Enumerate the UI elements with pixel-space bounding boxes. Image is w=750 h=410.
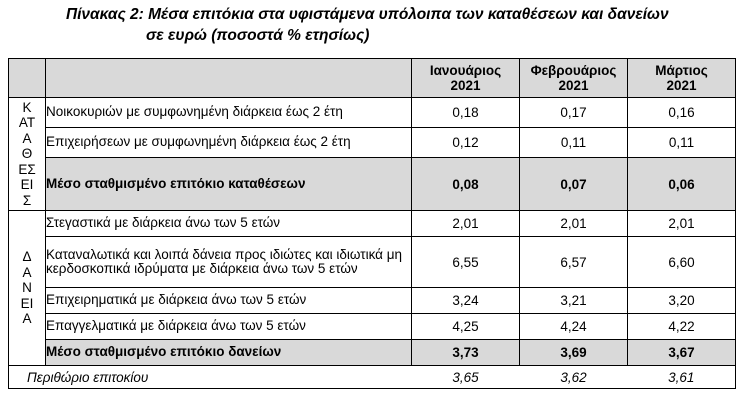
loans-side-label: Δ Α Ν ΕΙ Α xyxy=(9,211,46,366)
header-blank-side xyxy=(9,59,46,98)
table-row xyxy=(9,128,736,158)
row-label: Στεγαστικά με διάρκεια άνω των 5 ετών xyxy=(46,211,412,237)
interest-rates-table xyxy=(8,58,736,389)
caption-line-1: Πίνακας 2: Μέσα επιτόκια στα υφιστάμενα υπόλοιπα των καταθέσεων και δανείων xyxy=(66,6,669,23)
cell-value: 2,01 xyxy=(628,211,736,237)
cell-value: 2,01 xyxy=(520,211,628,237)
deposits-average-row xyxy=(9,158,736,211)
cell-value: 4,24 xyxy=(520,314,628,340)
deposits-side-label: Κ ΑΤ Α Θ ΕΣ ΕΙ Σ xyxy=(9,98,46,211)
table-row xyxy=(9,288,736,314)
row-label: Επιχειρήσεων με συμφωνημένη διάρκεια έως 2 έτη xyxy=(46,128,412,158)
table-row xyxy=(9,98,736,128)
table-row xyxy=(9,314,736,340)
cell-value: 0,18 xyxy=(412,98,520,128)
header-march: Μάρτιος 2021 xyxy=(628,59,736,98)
cell-value: 3,21 xyxy=(520,288,628,314)
cell-value: 0,06 xyxy=(628,158,736,211)
table-row xyxy=(9,237,736,288)
cell-value: 0,17 xyxy=(520,98,628,128)
caption-line-2: σε ευρώ (ποσοστά % ετησίως) xyxy=(146,27,370,44)
cell-value: 4,22 xyxy=(628,314,736,340)
row-label: Νοικοκυριών με συμφωνημένη διάρκεια έως 2 έτη xyxy=(46,98,412,128)
cell-value: 3,67 xyxy=(628,340,736,366)
row-label: Καταναλωτικά και λοιπά δάνεια προς ιδιώτες και ιδιωτικά μη κερδοσκοπικά ιδρύματα με διάρκεια άνω των 5 ετών xyxy=(46,237,412,288)
cell-value: 3,73 xyxy=(412,340,520,366)
table-row xyxy=(9,211,736,237)
cell-value: 6,60 xyxy=(628,237,736,288)
cell-value: 6,55 xyxy=(412,237,520,288)
cell-value: 2,01 xyxy=(412,211,520,237)
row-label: Επιχειρηματικά με διάρκεια άνω των 5 ετών xyxy=(46,288,412,314)
cell-value: 6,57 xyxy=(520,237,628,288)
table-caption xyxy=(0,0,750,56)
header-row xyxy=(9,59,736,98)
margin-row xyxy=(9,366,736,389)
row-label: Μέσο σταθμισμένο επιτόκιο καταθέσεων xyxy=(46,158,412,211)
cell-value: 0,08 xyxy=(412,158,520,211)
cell-value: 3,62 xyxy=(520,366,628,389)
cell-value: 0,07 xyxy=(520,158,628,211)
cell-value: 0,11 xyxy=(520,128,628,158)
cell-value: 3,65 xyxy=(412,366,520,389)
cell-value: 3,24 xyxy=(412,288,520,314)
header-blank-desc xyxy=(46,59,412,98)
cell-value: 0,16 xyxy=(628,98,736,128)
margin-label: Περιθώριο επιτοκίου xyxy=(9,366,412,389)
cell-value: 0,11 xyxy=(628,128,736,158)
header-february: Φεβρουάριος 2021 xyxy=(520,59,628,98)
cell-value: 3,61 xyxy=(628,366,736,389)
row-label: Μέσο σταθμισμένο επιτόκιο δανείων xyxy=(46,340,412,366)
cell-value: 4,25 xyxy=(412,314,520,340)
header-january: Ιανουάριος 2021 xyxy=(412,59,520,98)
cell-value: 3,69 xyxy=(520,340,628,366)
row-label: Επαγγελματικά με διάρκεια άνω των 5 ετών xyxy=(46,314,412,340)
cell-value: 0,12 xyxy=(412,128,520,158)
cell-value: 3,20 xyxy=(628,288,736,314)
loans-average-row xyxy=(9,340,736,366)
